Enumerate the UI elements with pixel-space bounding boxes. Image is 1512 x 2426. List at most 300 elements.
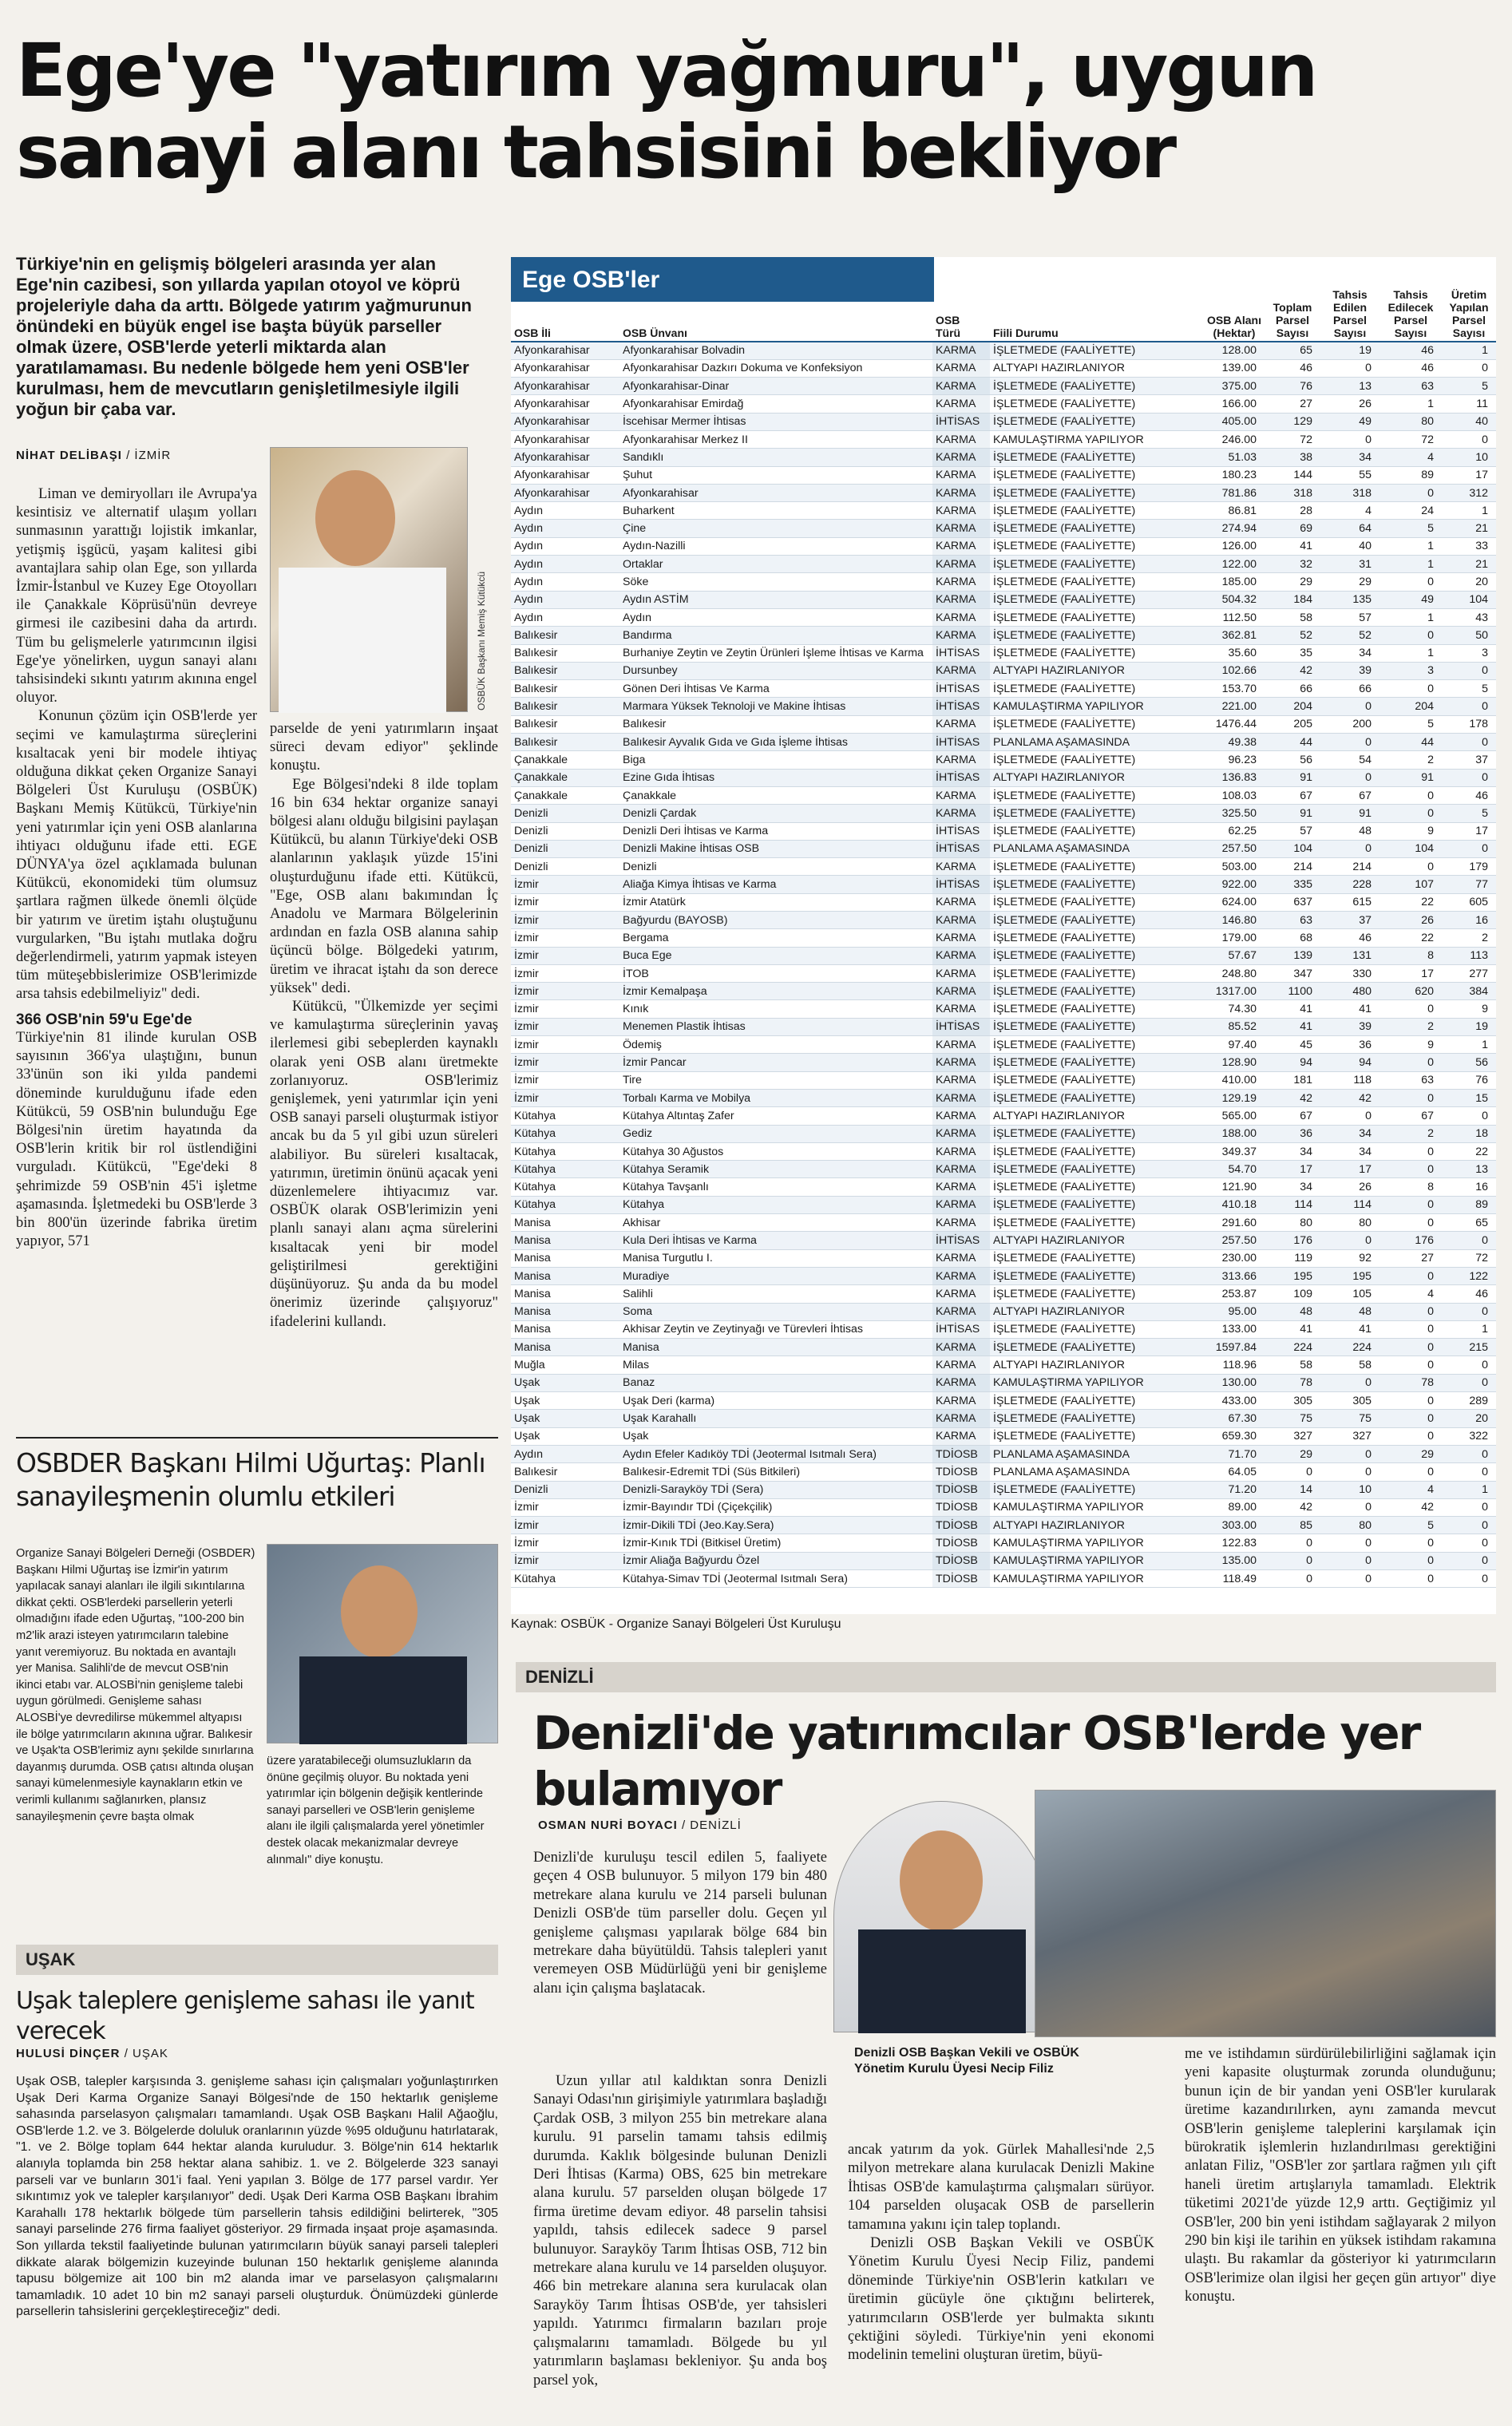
denizli-column-1a [533, 1849, 827, 2069]
table-cell: 72 [1442, 1249, 1496, 1267]
table-cell: Muradiye [619, 1267, 932, 1284]
table-cell: 28 [1265, 502, 1320, 520]
table-cell: 318 [1320, 484, 1379, 501]
table-cell: 312 [1442, 484, 1496, 501]
table-cell: Denizli Makine İhtisas OSB [619, 840, 932, 857]
table-cell: 86.81 [1204, 502, 1265, 520]
table-cell: İŞLETMEDE (FAALİYETTE) [990, 1018, 1204, 1035]
table-cell: 289 [1442, 1392, 1496, 1410]
table-cell: 36 [1320, 1036, 1379, 1054]
table-cell: 305 [1265, 1392, 1320, 1410]
table-cell: KARMA [932, 449, 990, 466]
table-cell: 32 [1265, 556, 1320, 573]
table-cell: PLANLAMA AŞAMASINDA [990, 1463, 1204, 1481]
table-cell: 42 [1265, 1498, 1320, 1516]
table-cell: 26 [1379, 912, 1442, 929]
table-cell: İŞLETMEDE (FAALİYETTE) [990, 1125, 1204, 1142]
table-row [511, 805, 1496, 822]
table-cell: 94 [1320, 1054, 1379, 1071]
table-cell: Aliağa Kimya İhtisas ve Karma [619, 876, 932, 893]
osbder-column-1 [16, 1545, 255, 1961]
table-cell: KAMULAŞTIRMA YAPILIYOR [990, 698, 1204, 715]
table-row [511, 1196, 1496, 1213]
table-cell: Akhisar Zeytin ve Zeytinyağı ve Türevleri İhtisas [619, 1320, 932, 1338]
table-row [511, 1000, 1496, 1018]
table-cell: 0 [1379, 1320, 1442, 1338]
table-cell: İŞLETMEDE (FAALİYETTE) [990, 608, 1204, 626]
table-cell: 0 [1320, 1498, 1379, 1516]
table-cell: 91 [1265, 769, 1320, 786]
table-cell: 0 [1442, 1232, 1496, 1249]
table-cell: 80 [1379, 413, 1442, 430]
table-cell: İHTİSAS [932, 734, 990, 751]
table-row [511, 929, 1496, 947]
table-row [511, 1125, 1496, 1142]
table-cell: İzmir [511, 929, 619, 947]
table-cell: 91 [1379, 769, 1442, 786]
table-cell: İŞLETMEDE (FAALİYETTE) [990, 1071, 1204, 1089]
table-cell: 131 [1320, 947, 1379, 964]
table-cell: 0 [1379, 1356, 1442, 1374]
table-cell: Balıkesir-Edremit TDİ (Süs Bitkileri) [619, 1463, 932, 1481]
table-cell: 0 [1442, 1107, 1496, 1125]
table-cell: 5 [1379, 1517, 1442, 1534]
table-cell: 46 [1379, 359, 1442, 377]
table-row [511, 359, 1496, 377]
table-cell: 67 [1265, 786, 1320, 804]
table-cell: 126.00 [1204, 537, 1265, 555]
table-cell: 89 [1379, 466, 1442, 484]
table-cell: 15 [1442, 1089, 1496, 1106]
table-cell: Aydın [511, 520, 619, 537]
table-cell: KARMA [932, 1107, 990, 1125]
table-cell: 274.94 [1204, 520, 1265, 537]
table-cell: 16 [1442, 1178, 1496, 1196]
table-row [511, 840, 1496, 857]
table-cell: İHTİSAS [932, 644, 990, 662]
table-cell: 107 [1379, 876, 1442, 893]
table-cell: 0 [1379, 1214, 1442, 1232]
table-cell: 0 [1442, 769, 1496, 786]
table-cell: Aydın [511, 608, 619, 626]
table-cell: 136.83 [1204, 769, 1265, 786]
byline [16, 449, 171, 462]
table-cell: 205 [1265, 715, 1320, 733]
table-cell: Aydın [619, 608, 932, 626]
table-cell: 96.23 [1204, 751, 1265, 769]
table-cell: İzmir [511, 964, 619, 982]
table-cell: 144 [1265, 466, 1320, 484]
table-cell: Çanakkale [619, 786, 932, 804]
table-cell: KARMA [932, 983, 990, 1000]
table-cell: 54 [1320, 751, 1379, 769]
table-cell: KARMA [932, 912, 990, 929]
photo-caption: OSBÜK Başkanı Memiş Kütükcü [476, 571, 487, 710]
table-cell: ALTYAPI HAZIRLANIYOR [990, 1517, 1204, 1534]
table-cell: 565.00 [1204, 1107, 1265, 1125]
table-cell: 58 [1265, 1356, 1320, 1374]
lead-paragraph: Türkiye'nin en gelişmiş bölgeleri arasında yer alan Ege'nin cazibesi, son yıllarda yapılan otoyol ve köprü projeleriyle daha da arttı. Bölgede yatırım yağmurunun önündeki en büyük engel ise başta büyük parseller olmak üzere, OSB'lerde yeterli miktarda alan yaratılamaması. Bu nedenle bölgede hem yeni OSB'ler kurulması, hem de mevcutların genişletilmesiyle ilgili yoğun bir çaba var. [16, 254, 472, 419]
usak-byline [16, 2047, 168, 2060]
table-cell: 0 [1442, 1374, 1496, 1391]
table-cell: İTOB [619, 964, 932, 982]
col-header: Tahsis Edilecek Parsel Sayısı [1379, 257, 1442, 342]
table-cell: 104 [1265, 840, 1320, 857]
table-cell: 26 [1320, 1178, 1379, 1196]
table-cell: 146.80 [1204, 912, 1265, 929]
table-cell: ALTYAPI HAZIRLANIYOR [990, 662, 1204, 679]
table-source: Kaynak: OSBÜK - Organize Sanayi Bölgeleri Üst Kuruluşu [511, 1617, 841, 1631]
table-cell: KARMA [932, 466, 990, 484]
table-cell: 33 [1442, 537, 1496, 555]
table-row [511, 912, 1496, 929]
table-cell: 1 [1379, 395, 1442, 413]
table-cell: KARMA [932, 556, 990, 573]
table-cell: 325.50 [1204, 805, 1265, 822]
table-cell: 34 [1265, 1178, 1320, 1196]
table-cell: İŞLETMEDE (FAALİYETTE) [990, 1320, 1204, 1338]
table-cell: İŞLETMEDE (FAALİYETTE) [990, 1161, 1204, 1178]
table-cell: 166.00 [1204, 395, 1265, 413]
table-cell: 75 [1265, 1410, 1320, 1427]
table-cell: 624.00 [1204, 893, 1265, 911]
col-header: OSB Ünvanı [619, 257, 932, 342]
table-cell: TDİOSB [932, 1481, 990, 1498]
table-cell: Aydın Efeler Kadıköy TDİ (Jeotermal Isıtmalı Sera) [619, 1445, 932, 1462]
table-cell: Dursunbey [619, 662, 932, 679]
table-cell: Uşak [511, 1392, 619, 1410]
table-cell: 620 [1379, 983, 1442, 1000]
table-cell: 114 [1265, 1196, 1320, 1213]
table-cell: 44 [1379, 734, 1442, 751]
table-row [511, 1089, 1496, 1106]
table-cell: 50 [1442, 627, 1496, 644]
table-cell: İŞLETMEDE (FAALİYETTE) [990, 1178, 1204, 1196]
table-cell: 52 [1320, 627, 1379, 644]
table-cell: 224 [1265, 1339, 1320, 1356]
table-cell: Denizli Deri İhtisas ve Karma [619, 822, 932, 840]
table-row [511, 1071, 1496, 1089]
table-cell: 26 [1320, 395, 1379, 413]
page-headline: Ege'ye "yatırım yağmuru", uygun sanayi alanı tahsisini bekliyor [16, 28, 1316, 195]
table-cell: KARMA [932, 1054, 990, 1071]
table-cell: 0 [1379, 1161, 1442, 1178]
table-cell: 305 [1320, 1392, 1379, 1410]
portrait-body [299, 1656, 467, 1744]
portrait-body [279, 568, 446, 713]
denizli-column-2 [848, 2141, 1154, 2422]
table-cell: Afyonkarahisar [511, 430, 619, 448]
table-row [511, 786, 1496, 804]
table-cell: Kütahya [511, 1196, 619, 1213]
table-cell: 0 [1379, 680, 1442, 698]
table-cell: 0 [1320, 1107, 1379, 1125]
table-cell: 153.70 [1204, 680, 1265, 698]
table-cell: KARMA [932, 1071, 990, 1089]
table-cell: Afyonkarahisar Emirdağ [619, 395, 932, 413]
table-cell: 21 [1442, 520, 1496, 537]
table-cell: 0 [1442, 1534, 1496, 1552]
table-cell: İŞLETMEDE (FAALİYETTE) [990, 342, 1204, 359]
table-cell: 327 [1265, 1427, 1320, 1445]
table-cell: Manisa [511, 1303, 619, 1320]
table-row [511, 1320, 1496, 1338]
portrait-head [315, 470, 395, 566]
table-cell: Menemen Plastik İhtisas [619, 1018, 932, 1035]
table-cell: İzmir [511, 1071, 619, 1089]
table-cell: 66 [1265, 680, 1320, 698]
paragraph: Uşak OSB, talepler karşısında 3. genişleme sahası için çalışmaları yoğunlaştırırken Uşak Deri Karma Organize Sanayi Bölgesi'nde de 150 hektarlık genişleme sahasında parselasyon çalışmaları tamamlandı. Uşak OSB Başkanı Halil Ağaoğlu, OSB'lerde 1.2. ve 3. Bölgelerde doluluk oranlarının yüzde %95 olduğunu hatırlatarak, "1. ve 2. Bölge toplam 644 hektar alanda kuruludur. 3. Bölge'nin 614 hektarlık alanıyla toplamda bin 258 hektar alana sahibiz. 1. ve 2. Bölgelerde 323 sanayi parseli var ve bunların 301'i faal. Yeni yapılan 3. Bölge de 177 parsel vardır. Yer sıkıntımız yok ve talepler karşılanıyor" dedi. Uşak Deri Karma OSB Başkanı İbrahim Karahallı 178 hektarlık bölgede tüm parsellerin tahsis edildiğini belirterek, "305 sanayi parselinde 276 firma faaliyet gösteriyor. 29 firmada inşaat proje aşamasında. Son yıllarda tekstil faaliyetinde bulunan yatırımcıların büyük sanayi parseli talepleri dikkate alarak bölgemizin kuzeyinde bulunan 150 hektarlık genişleme alanında tapusu bölgemize ait 100 bin m2 alanda imar ve parselasyon çalışmalarını tamamladık. 10 adet 10 bin m2 sanayi parseli oluşturduk. Önümüzdeki günlerde parsellerin tahsislerini gerçekleştireceğiz" dedi. [16, 2075, 498, 2319]
table-cell: İŞLETMEDE (FAALİYETTE) [990, 1392, 1204, 1410]
table-row [511, 769, 1496, 786]
table-cell: 13 [1442, 1161, 1496, 1178]
table-row [511, 893, 1496, 911]
table-cell: Ödemiş [619, 1036, 932, 1054]
table-cell: 46 [1442, 786, 1496, 804]
table-cell: 34 [1320, 1142, 1379, 1160]
table-row [511, 395, 1496, 413]
table-cell: Afyonkarahisar Bolvadin [619, 342, 932, 359]
table-cell: TDİOSB [932, 1534, 990, 1552]
table-cell: 176 [1265, 1232, 1320, 1249]
table-title: Ege OSB'ler [511, 257, 934, 302]
table-cell: İŞLETMEDE (FAALİYETTE) [990, 947, 1204, 964]
table-row [511, 1054, 1496, 1071]
table-cell: 122.83 [1204, 1534, 1265, 1552]
table-cell: 0 [1379, 1000, 1442, 1018]
table-cell: TDİOSB [932, 1569, 990, 1587]
table-cell: Manisa [511, 1267, 619, 1284]
table-cell: 195 [1320, 1267, 1379, 1284]
table-cell: 0 [1442, 430, 1496, 448]
table-cell: Kütahya [511, 1161, 619, 1178]
table-cell: İŞLETMEDE (FAALİYETTE) [990, 751, 1204, 769]
table-cell: 504.32 [1204, 591, 1265, 608]
table-cell: 0 [1320, 769, 1379, 786]
table-row [511, 1267, 1496, 1284]
table-cell: 78 [1379, 1374, 1442, 1391]
table-cell: 17 [1320, 1161, 1379, 1178]
table-cell: İŞLETMEDE (FAALİYETTE) [990, 378, 1204, 395]
table-cell: Bergama [619, 929, 932, 947]
table-cell: KARMA [932, 591, 990, 608]
table-cell: 10 [1320, 1481, 1379, 1498]
table-cell: 503.00 [1204, 858, 1265, 876]
table-cell: 31 [1320, 556, 1379, 573]
table-cell: İzmir [511, 912, 619, 929]
table-cell: Muğla [511, 1356, 619, 1374]
table-cell: 35 [1265, 644, 1320, 662]
table-cell: 22 [1379, 929, 1442, 947]
table-cell: Uşak Karahallı [619, 1410, 932, 1427]
table-cell: Söke [619, 573, 932, 591]
table-cell: Kütahya Altıntaş Zafer [619, 1107, 932, 1125]
paragraph: parselde de yeni yatırımların inşaat süreci devam ediyor" şeklinde konuştu. [270, 721, 498, 774]
table-cell: 38 [1265, 449, 1320, 466]
table-cell: 41 [1265, 1000, 1320, 1018]
table-cell: Milas [619, 1356, 932, 1374]
table-cell: 224 [1320, 1339, 1379, 1356]
table-row [511, 964, 1496, 982]
table-cell: 46 [1265, 359, 1320, 377]
table-cell: İŞLETMEDE (FAALİYETTE) [990, 912, 1204, 929]
table-cell: Balıkesir [619, 715, 932, 733]
table-row [511, 822, 1496, 840]
table-cell: KARMA [932, 1036, 990, 1054]
table-cell: 17 [1442, 822, 1496, 840]
table-row [511, 644, 1496, 662]
table-cell: 0 [1442, 359, 1496, 377]
table-cell: 43 [1442, 608, 1496, 626]
table-cell: Burhaniye Zeytin ve Zeytin Ürünleri İşleme İhtisas ve Karma [619, 644, 932, 662]
table-cell: 3 [1442, 644, 1496, 662]
table-cell: İŞLETMEDE (FAALİYETTE) [990, 1196, 1204, 1213]
table-cell: KAMULAŞTIRMA YAPILIYOR [990, 1552, 1204, 1569]
table-cell: Ortaklar [619, 556, 932, 573]
table-cell: Kütahya [511, 1178, 619, 1196]
table-row [511, 591, 1496, 608]
table-cell: Aydın [511, 591, 619, 608]
table-cell: 29 [1265, 573, 1320, 591]
table-cell: İzmir Kemalpaşa [619, 983, 932, 1000]
table-row [511, 715, 1496, 733]
table-cell: Bağyurdu (BAYOSB) [619, 912, 932, 929]
osb-table [511, 257, 1496, 1588]
usak-section-label: UŞAK [16, 1945, 498, 1975]
table-cell: KARMA [932, 964, 990, 982]
table-row [511, 1356, 1496, 1374]
table-cell: 0 [1265, 1569, 1320, 1587]
table-cell: İŞLETMEDE (FAALİYETTE) [990, 715, 1204, 733]
table-cell: KARMA [932, 359, 990, 377]
table-cell: KARMA [932, 1356, 990, 1374]
table-cell: 2 [1379, 751, 1442, 769]
col-header: Üretim Yapılan Parsel Sayısı [1442, 257, 1496, 342]
table-cell: 89 [1442, 1196, 1496, 1213]
table-cell: 65 [1442, 1214, 1496, 1232]
table-cell: 27 [1379, 1249, 1442, 1267]
table-cell: 18 [1442, 1125, 1496, 1142]
table-cell: İHTİSAS [932, 698, 990, 715]
table-cell: Afyonkarahisar [511, 378, 619, 395]
table-cell: Balıkesir [511, 715, 619, 733]
table-cell: KARMA [932, 947, 990, 964]
table-cell: 112.50 [1204, 608, 1265, 626]
table-cell: Aydın [511, 537, 619, 555]
table-cell: 0 [1379, 1534, 1442, 1552]
table-cell: 1100 [1265, 983, 1320, 1000]
table-cell: 349.37 [1204, 1142, 1265, 1160]
table-cell: 104 [1379, 840, 1442, 857]
table-cell: 480 [1320, 983, 1379, 1000]
table-cell: 615 [1320, 893, 1379, 911]
table-cell: İHTİSAS [932, 680, 990, 698]
table-cell: İŞLETMEDE (FAALİYETTE) [990, 1410, 1204, 1427]
table-row [511, 1142, 1496, 1160]
table-cell: 0 [1442, 1552, 1496, 1569]
table-cell: İŞLETMEDE (FAALİYETTE) [990, 893, 1204, 911]
table-cell: 637 [1265, 893, 1320, 911]
table-cell: 303.00 [1204, 1517, 1265, 1534]
table-cell: 22 [1379, 893, 1442, 911]
col-header: OSB İli [511, 257, 619, 342]
table-row [511, 627, 1496, 644]
table-row [511, 1214, 1496, 1232]
table-cell: 44 [1265, 734, 1320, 751]
table-cell: 22 [1442, 1142, 1496, 1160]
table-cell: 45 [1265, 1036, 1320, 1054]
denizli-photo-caption: Denizli OSB Başkan Vekili ve OSBÜK Yönetim Kurulu Üyesi Necip Filiz [854, 2046, 1079, 2076]
table-cell: İHTİSAS [932, 1232, 990, 1249]
table-cell: Çanakkale [511, 751, 619, 769]
table-cell: 0 [1379, 1463, 1442, 1481]
table-cell: Denizli Çardak [619, 805, 932, 822]
table-cell: İŞLETMEDE (FAALİYETTE) [990, 1054, 1204, 1071]
table-row [511, 876, 1496, 893]
table-cell: 48 [1320, 1303, 1379, 1320]
table-cell: 78 [1265, 1374, 1320, 1391]
table-row [511, 608, 1496, 626]
table-cell: 0 [1442, 1517, 1496, 1534]
table-cell: 1597.84 [1204, 1339, 1265, 1356]
table-cell: KARMA [932, 1214, 990, 1232]
table-cell: 313.66 [1204, 1267, 1265, 1284]
table-cell: 0 [1442, 662, 1496, 679]
table-cell: KARMA [932, 786, 990, 804]
table-cell: İŞLETMEDE (FAALİYETTE) [990, 858, 1204, 876]
table-cell: İŞLETMEDE (FAALİYETTE) [990, 1036, 1204, 1054]
table-cell: İzmir-Dikili TDİ (Jeo.Kay.Sera) [619, 1517, 932, 1534]
table-cell: KARMA [932, 1303, 990, 1320]
table-cell: 257.50 [1204, 1232, 1265, 1249]
table-cell: 433.00 [1204, 1392, 1265, 1410]
table-cell: 0 [1265, 1534, 1320, 1552]
table-cell: 62.25 [1204, 822, 1265, 840]
table-cell: İŞLETMEDE (FAALİYETTE) [990, 1089, 1204, 1106]
table-cell: İzmir [511, 983, 619, 1000]
table-row [511, 1552, 1496, 1569]
table-cell: 118 [1320, 1071, 1379, 1089]
table-cell: Kütahya Tavşanlı [619, 1178, 932, 1196]
table-cell: 1 [1442, 1320, 1496, 1338]
table-cell: 66 [1320, 680, 1379, 698]
table-cell: Çanakkale [511, 769, 619, 786]
table-row [511, 1036, 1496, 1054]
osbder-column-2 [267, 1753, 498, 1929]
table-row [511, 662, 1496, 679]
table-cell: 179.00 [1204, 929, 1265, 947]
table-cell: Manisa [619, 1339, 932, 1356]
table-cell: 35.60 [1204, 644, 1265, 662]
table-cell: 0 [1379, 1196, 1442, 1213]
table-cell: KAMULAŞTIRMA YAPILIYOR [990, 430, 1204, 448]
table-cell: 0 [1379, 786, 1442, 804]
table-cell: İŞLETMEDE (FAALİYETTE) [990, 1285, 1204, 1303]
table-cell: 63 [1379, 378, 1442, 395]
table-cell: 1317.00 [1204, 983, 1265, 1000]
table-cell: Gediz [619, 1125, 932, 1142]
table-cell: 0 [1442, 1445, 1496, 1462]
paragraph: üzere yaratabileceği olumsuzlukların da önüne geçilmiş oluyor. Bu noktada yeni yatırımlar için bölgenin değişik kentlerinde sanayi parselleri ve OSB'lerin genişleme alanı ile ilgili çalışmalarda yerel yönetimler destek olacak mekanizmalar devreye alınmalı" diye konuştu. [267, 1755, 485, 1866]
table-cell: Afyonkarahisar [619, 484, 932, 501]
table-cell: 0 [1320, 1534, 1379, 1552]
table-cell: İŞLETMEDE (FAALİYETTE) [990, 822, 1204, 840]
table-row [511, 858, 1496, 876]
kutukcu-photo [270, 447, 468, 712]
portrait-body [858, 1929, 1026, 2033]
table-row [511, 466, 1496, 484]
table-cell: KARMA [932, 715, 990, 733]
